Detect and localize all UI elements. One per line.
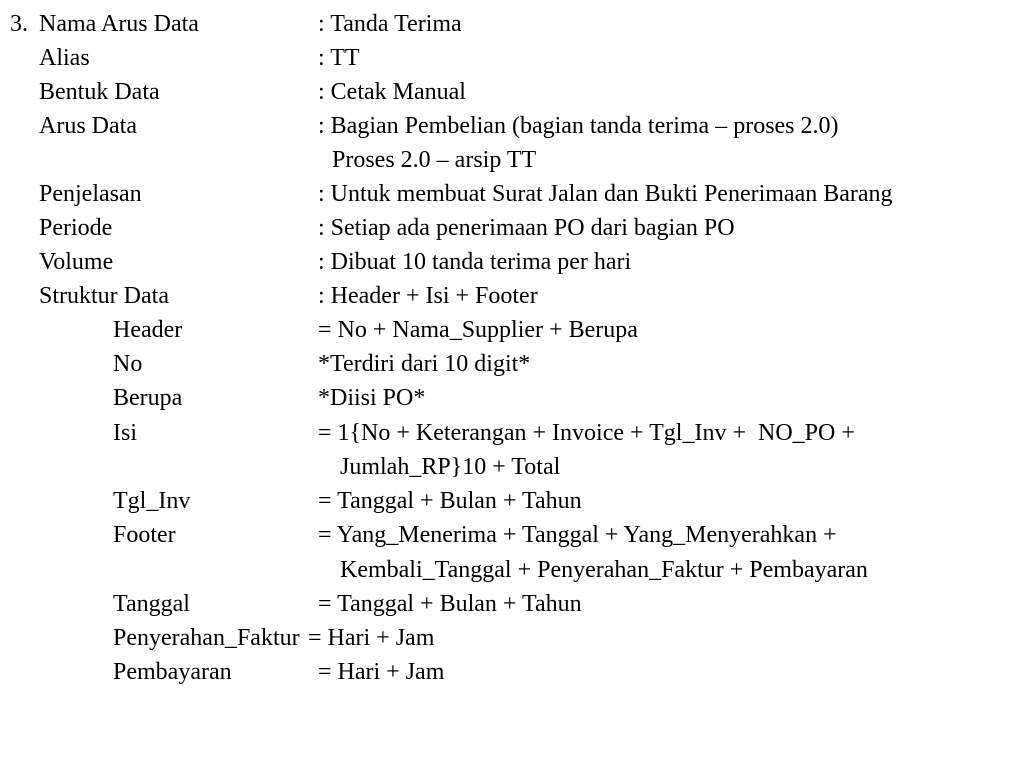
label-struktur-data: Struktur Data: [39, 283, 169, 309]
value-no: *Terdiri dari 10 digit*: [318, 351, 531, 377]
value-tgl-inv: = Tanggal + Bulan + Tahun: [318, 488, 582, 514]
value-arus-data-continuation: Proses 2.0 – arsip TT: [332, 147, 537, 173]
label-pembayaran: Pembayaran: [113, 659, 232, 685]
label-no: No: [113, 351, 143, 377]
label-periode: Periode: [39, 215, 113, 241]
value-isi-continuation: Jumlah_RP}10 + Total: [340, 454, 561, 480]
value-bentuk-data: : Cetak Manual: [318, 79, 466, 105]
label-berupa: Berupa: [113, 385, 183, 411]
label-tanggal: Tanggal: [113, 591, 190, 617]
value-berupa: *Diisi PO*: [318, 385, 426, 411]
label-arus-data: Arus Data: [39, 113, 137, 139]
label-nama-arus-data: Nama Arus Data: [39, 11, 199, 37]
value-tanggal: = Tanggal + Bulan + Tahun: [318, 591, 582, 617]
value-periode: : Setiap ada penerimaan PO dari bagian PO: [318, 215, 735, 241]
value-volume: : Dibuat 10 tanda terima per hari: [318, 249, 632, 275]
value-struktur-data: : Header + Isi + Footer: [318, 283, 538, 309]
value-penyerahan-faktur: = Hari + Jam: [308, 625, 435, 651]
value-isi: = 1{No + Keterangan + Invoice + Tgl_Inv + NO_PO +: [318, 420, 855, 446]
value-header: = No + Nama_Supplier + Berupa: [318, 317, 638, 343]
heading-number: 3.: [10, 11, 28, 37]
value-arus-data: : Bagian Pembelian (bagian tanda terima – proses 2.0): [318, 113, 839, 139]
value-penjelasan: : Untuk membuat Surat Jalan dan Bukti Penerimaan Barang: [318, 181, 893, 207]
value-pembayaran: = Hari + Jam: [318, 659, 445, 685]
label-isi: Isi: [113, 420, 137, 446]
label-alias: Alias: [39, 45, 90, 71]
value-nama-arus-data: : Tanda Terima: [318, 11, 462, 37]
label-penyerahan-faktur: Penyerahan_Faktur: [113, 625, 300, 651]
label-penjelasan: Penjelasan: [39, 181, 142, 207]
value-footer-continuation: Kembali_Tanggal + Penyerahan_Faktur + Pembayaran: [340, 557, 868, 583]
value-footer: = Yang_Menerima + Tanggal + Yang_Menyerahkan +: [318, 522, 837, 548]
label-bentuk-data: Bentuk Data: [39, 79, 160, 105]
label-tgl-inv: Tgl_Inv: [113, 488, 191, 514]
label-header: Header: [113, 317, 183, 343]
label-volume: Volume: [39, 249, 114, 275]
label-footer: Footer: [113, 522, 176, 548]
value-alias: : TT: [318, 45, 360, 71]
